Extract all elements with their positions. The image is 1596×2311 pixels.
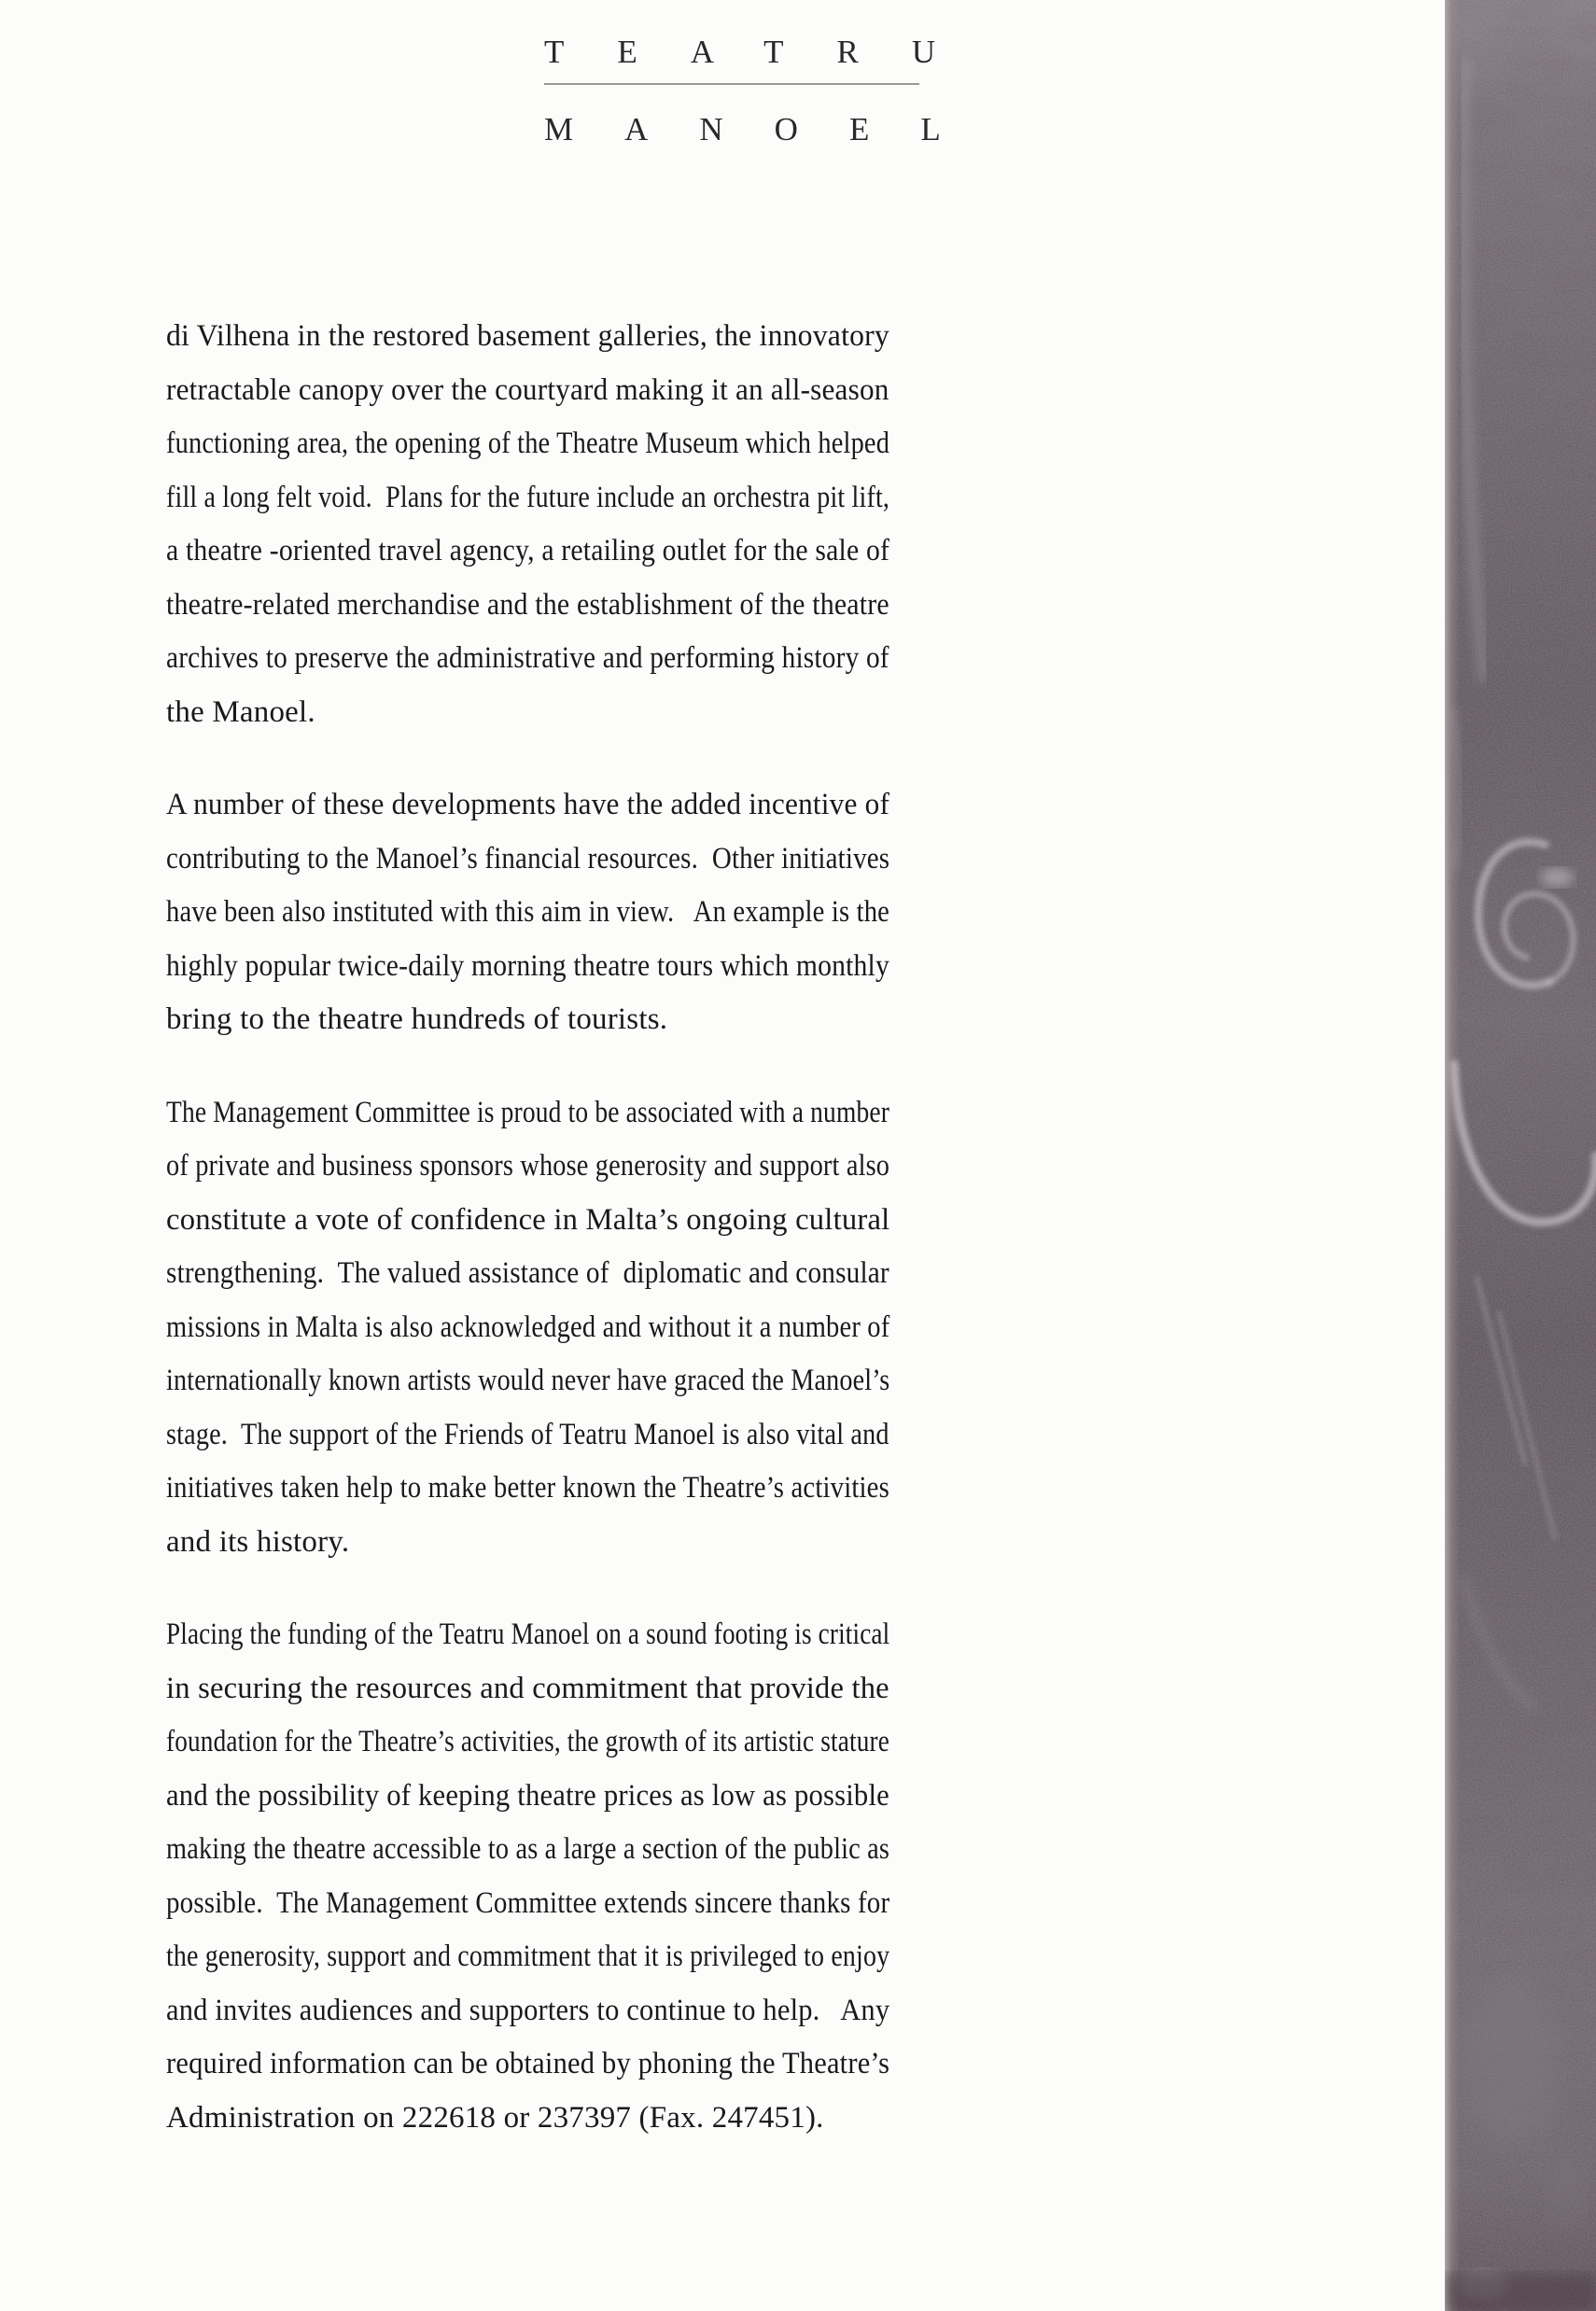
text-line: Administration on 222618 or 237397 (Fax. 247451).: [166, 2100, 824, 2135]
text-line: missions in Malta is also acknowledged and without it a number of: [166, 1310, 890, 1344]
text-line: The Management Committee is proud to be associated with a number: [166, 1095, 890, 1129]
text-line: retractable canopy over the courtyard making it an all-season: [166, 372, 889, 407]
paragraph-1: [166, 310, 889, 739]
text-line: the Manoel.: [166, 694, 315, 729]
masthead: [544, 34, 992, 147]
text-line: stage. The support of the Friends of Teatru Manoel is also vital and: [166, 1417, 889, 1451]
text-line: and its history.: [166, 1524, 350, 1559]
text-line: internationally known artists would never have graced the Manoel’s: [166, 1364, 890, 1397]
text-line: highly popular twice-daily morning theatre tours which monthly: [166, 948, 889, 983]
text-line: functioning area, the opening of the Theatre Museum which helped: [166, 427, 890, 460]
text-line: a theatre -oriented travel agency, a retailing outlet for the sale of: [166, 534, 890, 567]
text-line: have been also instituted with this aim in view. An example is the: [166, 895, 890, 929]
text-line: making the theatre accessible to as a large a section of the public as: [166, 1832, 890, 1866]
text-line: strengthening. The valued assistance of diplomatic and consular: [166, 1256, 889, 1290]
page-title-teatru: TEATRU: [544, 34, 989, 70]
text-line: possible. The Management Committee extends sincere thanks for: [166, 1885, 890, 1920]
text-line: and invites audiences and supporters to continue to help. Any: [166, 1993, 890, 2027]
text-line: contributing to the Manoel’s financial resources. Other initiatives: [166, 841, 890, 875]
body-text-column: [166, 310, 889, 2184]
text-line: of private and business sponsors whose generosity and support also: [166, 1149, 890, 1183]
text-line: in securing the resources and commitment that provide the: [166, 1671, 889, 1705]
paragraph-4: [166, 1608, 889, 2145]
carved-scroll-texture-image: [1445, 0, 1596, 2311]
text-line: fill a long felt void. Plans for the future include an orchestra pit lift,: [166, 480, 890, 514]
page-title-manoel: MANOEL: [544, 111, 992, 147]
text-line: the generosity, support and commitment that it is privileged to enjoy: [166, 1940, 890, 1973]
paragraph-3: [166, 1086, 889, 1570]
text-line: theatre-related merchandise and the establishment of the theatre: [166, 587, 889, 622]
text-line: constitute a vote of confidence in Malta’s ongoing cultural: [166, 1202, 890, 1237]
title-divider-rule: [544, 83, 919, 85]
text-line: archives to preserve the administrative and performing history of: [166, 641, 889, 675]
text-line: A number of these developments have the added incentive of: [166, 788, 890, 821]
text-line: di Vilhena in the restored basement galleries, the innovatory: [166, 319, 889, 353]
paragraph-2: [166, 778, 889, 1047]
text-line: foundation for the Theatre’s activities, the growth of its artistic stature: [166, 1725, 890, 1758]
text-line: Placing the funding of the Teatru Manoel on a sound footing is critical: [166, 1618, 890, 1651]
text-line: initiatives taken help to make better known the Theatre’s activities: [166, 1471, 889, 1505]
text-line: and the possibility of keeping theatre prices as low as possible: [166, 1778, 889, 1813]
text-line: required information can be obtained by phoning the Theatre’s: [166, 2047, 890, 2080]
decorative-photo-strip: [1445, 0, 1596, 2311]
text-line: bring to the theatre hundreds of tourists.: [166, 1002, 668, 1036]
